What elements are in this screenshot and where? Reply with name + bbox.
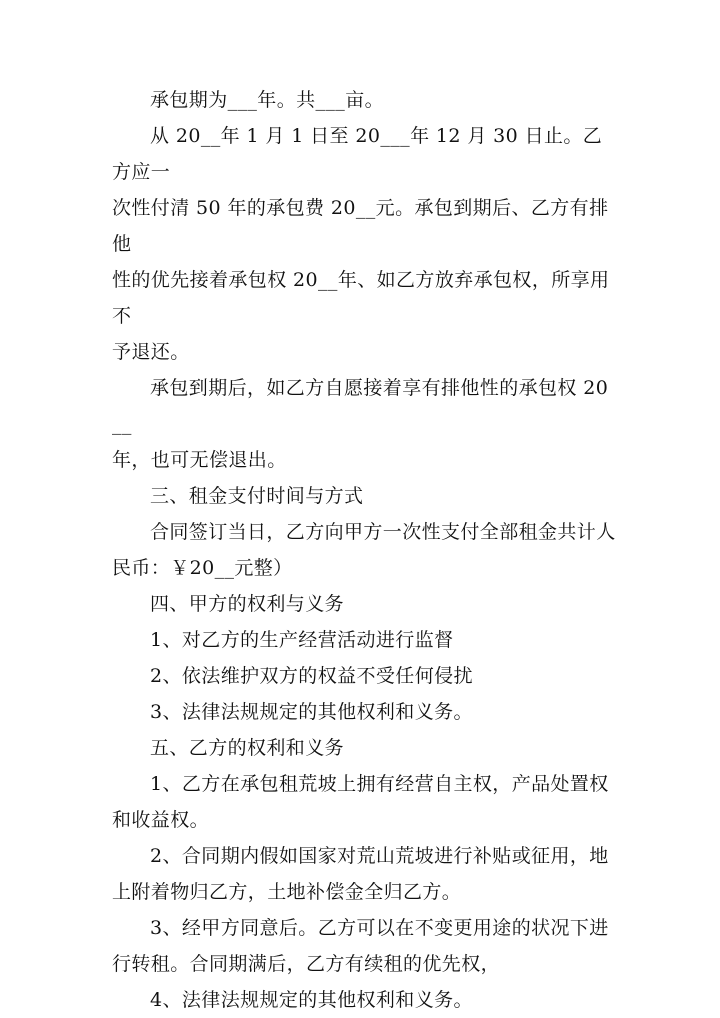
text-line: 从 20__年 1 月 1 日至 20___年 12 月 30 日止。乙方应一 (112, 125, 603, 183)
text-line: 民币：￥20__元整） (112, 557, 293, 579)
section-5-item-1 (112, 766, 618, 838)
document-body (112, 82, 618, 1018)
text-line: 承包到期后，如乙方自愿接着享有排他性的承包权 20__ (112, 377, 609, 435)
section-heading: 三、租金支付时间与方式 (150, 485, 364, 507)
list-item: 4、法律法规规定的其他权利和义务。 (150, 989, 473, 1011)
section-5-item-4 (112, 982, 618, 1018)
payment-schedule-paragraph (112, 118, 618, 370)
section-4-item-1 (112, 622, 618, 658)
section-4-item-2 (112, 658, 618, 694)
list-item: 3、经甲方同意后。乙方可以在不变更用途的状况下进 (150, 917, 609, 939)
text-line: 性的优先接着承包权 20__年、如乙方放弃承包权，所享用不 (112, 269, 610, 327)
text-line: 承包期为___年。共___亩。 (150, 89, 385, 111)
list-item: 2、依法维护双方的权益不受任何侵扰 (150, 665, 473, 687)
list-item: 上附着物归乙方，土地补偿金全归乙方。 (112, 881, 462, 903)
text-line: 年，也可无偿退出。 (112, 449, 287, 471)
section-4-heading (112, 586, 618, 622)
list-item: 行转租。合同期满后，乙方有续租的优先权， (112, 953, 501, 975)
section-5-item-2 (112, 838, 618, 910)
section-3-heading (112, 478, 618, 514)
section-5-heading (112, 730, 618, 766)
section-5-item-3 (112, 910, 618, 982)
section-heading: 四、甲方的权利与义务 (150, 593, 345, 615)
list-item: 1、对乙方的生产经营活动进行监督 (150, 629, 454, 651)
list-item: 和收益权。 (112, 809, 210, 831)
section-3-body-paragraph (112, 514, 618, 586)
list-item: 2、合同期内假如国家对荒山荒坡进行补贴或征用，地 (150, 845, 609, 867)
renewal-paragraph (112, 370, 618, 478)
text-line: 予退还。 (112, 341, 190, 363)
list-item: 3、法律法规规定的其他权利和义务。 (150, 701, 473, 723)
text-line: 合同签订当日，乙方向甲方一次性支付全部租金共计人 (150, 521, 616, 543)
term-paragraph (112, 82, 618, 118)
section-heading: 五、乙方的权利和义务 (150, 737, 345, 759)
section-4-item-3 (112, 694, 618, 730)
text-line: 次性付清 50 年的承包费 20__元。承包到期后、乙方有排他 (112, 197, 609, 255)
list-item: 1、乙方在承包租荒坡上拥有经营自主权，产品处置权 (150, 773, 609, 795)
